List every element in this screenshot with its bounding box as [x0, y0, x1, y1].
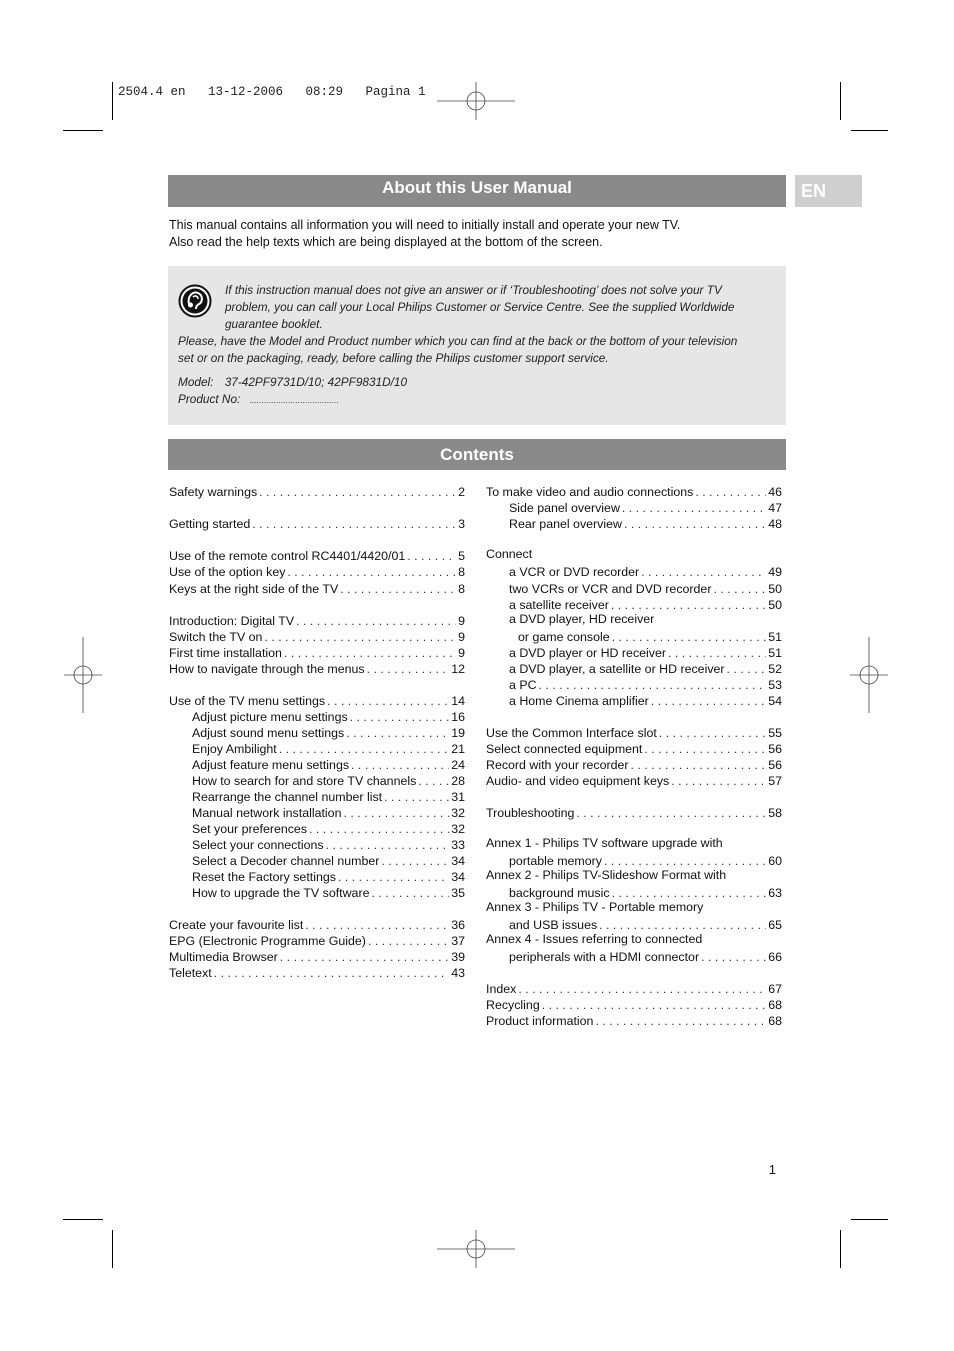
toc-subentry[interactable]: and USB issues . . . 65: [509, 916, 782, 932]
toc-subentry[interactable]: Rear panel overview . . . 48: [509, 515, 782, 531]
toc-entry[interactable]: Getting started . . . 3: [169, 515, 465, 531]
toc-entry[interactable]: EPG (Electronic Programme Guide) . . . 37: [169, 932, 465, 948]
model-value: 37-42PF9731D/10; 42PF9831D/10: [224, 375, 408, 389]
note-line-3: guarantee booklet.: [225, 317, 323, 331]
toc-subentry[interactable]: Enjoy Ambilight . . . 21: [192, 740, 465, 756]
toc-subentry[interactable]: portable memory . . . 60: [509, 852, 782, 868]
about-section-header: About this User Manual: [168, 175, 786, 207]
intro-line-1: This manual contains all information you will need to initially install and operate your new TV.: [169, 218, 681, 232]
toc-entry[interactable]: Record with your recorder . . . 56: [486, 756, 782, 772]
toc-subentry[interactable]: a DVD player, a satellite or HD receiver . . . 52: [509, 660, 782, 676]
toc-subentry[interactable]: Select a Decoder channel number . . . 34: [192, 852, 465, 868]
toc-subentry[interactable]: Adjust sound menu settings . . . 19: [192, 724, 465, 740]
toc-subentry[interactable]: How to upgrade the TV software . . . 35: [192, 884, 465, 900]
print-slug: 2504.4 en 13-12-2006 08:29 Pagina 1: [118, 85, 426, 99]
toc-entry-line[interactable]: Annex 1 - Philips TV software upgrade with: [486, 836, 723, 850]
toc-entry-line[interactable]: Annex 4 - Issues referring to connected: [486, 932, 703, 946]
toc-entry[interactable]: Audio- and video equipment keys . . . 57: [486, 772, 782, 788]
toc-entry[interactable]: Keys at the right side of the TV . . . 8: [169, 580, 465, 596]
product-number-line: [178, 391, 339, 409]
toc-entry[interactable]: Introduction: Digital TV . . . 9: [169, 612, 465, 628]
toc-subentry[interactable]: a Home Cinema amplifier . . . 54: [509, 692, 782, 708]
toc-entry[interactable]: Use of the remote control RC4401/4420/01 . . . 5: [169, 547, 465, 563]
model-label: Model:: [178, 375, 214, 389]
toc-entry-line[interactable]: Annex 3 - Philips TV - Portable memory: [486, 900, 704, 914]
toc-entry[interactable]: Safety warnings . . . 2: [169, 483, 465, 499]
toc-subentry[interactable]: Reset the Factory settings . . . 34: [192, 868, 465, 884]
toc-subentry[interactable]: How to search for and store TV channels . . . 28: [192, 772, 465, 788]
model-number-line: [178, 374, 407, 391]
toc-entry[interactable]: Switch the TV on . . . 9: [169, 628, 465, 644]
language-tab: EN: [795, 175, 862, 207]
note-line-2: problem, you can call your Local Philips Customer or Service Centre. See the supplied Worldwide: [225, 300, 735, 314]
toc-subentry[interactable]: a DVD player or HD receiver . . . 51: [509, 644, 782, 660]
toc-subentry[interactable]: peripherals with a HDMI connector . . . 66: [509, 948, 782, 964]
toc-entry[interactable]: How to navigate through the menus . . . 12: [169, 660, 465, 676]
toc-subentry[interactable]: Set your preferences . . . 32: [192, 820, 465, 836]
product-label: Product No:: [178, 392, 241, 406]
support-note-box: [168, 266, 786, 425]
toc-subentry[interactable]: a VCR or DVD recorder . . . 49: [509, 563, 782, 579]
toc-subentry[interactable]: Manual network installation . . . 32: [192, 804, 465, 820]
toc-subentry[interactable]: background music . . . 63: [509, 884, 782, 900]
toc-entry[interactable]: Multimedia Browser . . . 39: [169, 948, 465, 964]
toc-subentry[interactable]: Adjust picture menu settings . . . 16: [192, 708, 465, 724]
toc-entry[interactable]: First time installation . . . 9: [169, 644, 465, 660]
toc-entry[interactable]: Index . . . 67: [486, 980, 782, 996]
intro-line-2: Also read the help texts which are being displayed at the bottom of the screen.: [169, 235, 603, 249]
toc-subentry[interactable]: Rearrange the channel number list . . . 31: [192, 788, 465, 804]
toc-subentry-line[interactable]: a DVD player, HD receiver: [509, 612, 655, 626]
toc-subentry[interactable]: a PC . . . 53: [509, 676, 782, 692]
note-line-5: set or on the packaging, ready, before calling the Philips customer support service.: [178, 351, 609, 365]
page-number: 1: [768, 1162, 776, 1177]
toc-group-heading: Connect: [486, 547, 533, 561]
toc-subentry[interactable]: Select your connections . . . 33: [192, 836, 465, 852]
note-line-1: If this instruction manual does not give an answer or if ‘Troubleshooting’ does not solve your TV: [225, 283, 722, 297]
contents-header: Contents: [168, 439, 786, 470]
toc-entry[interactable]: Create your favourite list . . . 36: [169, 916, 465, 932]
toc-entry-line[interactable]: Annex 2 - Philips TV-Slideshow Format with: [486, 868, 727, 882]
toc-subentry[interactable]: Side panel overview . . . 47: [509, 499, 782, 515]
toc-subentry[interactable]: a satellite receiver . . . 50: [509, 596, 782, 612]
intro-text: [169, 217, 789, 251]
toc-subentry[interactable]: two VCRs or VCR and DVD recorder . . . 50: [509, 580, 782, 596]
customer-support-icon: [178, 284, 212, 318]
toc-entry[interactable]: Recycling . . . 68: [486, 996, 782, 1012]
product-value: .....................................: [249, 396, 340, 405]
toc-entry[interactable]: Troubleshooting . . . 58: [486, 804, 782, 820]
toc-subentry[interactable]: or game console . . . 51: [518, 628, 782, 644]
toc-entry[interactable]: Use of the TV menu settings . . . 14: [169, 692, 465, 708]
toc-entry[interactable]: Use the Common Interface slot . . . 55: [486, 724, 782, 740]
note-line-4: Please, have the Model and Product number which you can find at the back or the bottom of your television: [178, 334, 738, 348]
toc-entry[interactable]: Select connected equipment . . . 56: [486, 740, 782, 756]
toc-entry[interactable]: Product information . . . 68: [486, 1012, 782, 1028]
toc-entry[interactable]: Use of the option key . . . 8: [169, 563, 465, 579]
toc-subentry[interactable]: Adjust feature menu settings . . . 24: [192, 756, 465, 772]
toc-entry[interactable]: To make video and audio connections . . . 46: [486, 483, 782, 499]
toc-entry[interactable]: Teletext . . . 43: [169, 964, 465, 980]
